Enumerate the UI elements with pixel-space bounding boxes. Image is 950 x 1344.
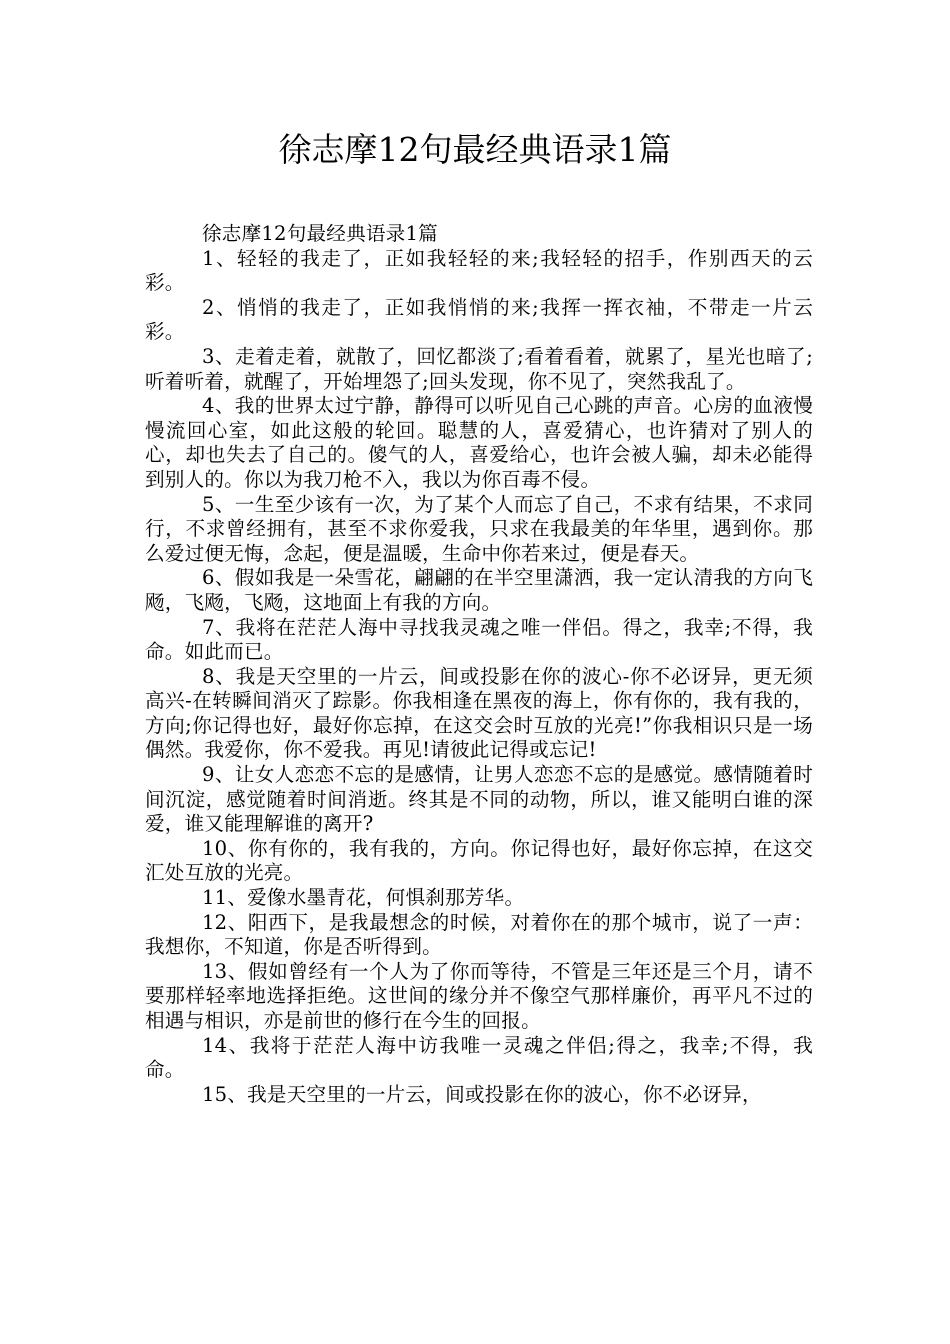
quote-4: 4、我的世界太过宁静，静得可以听见自己心跳的声音。心房的血液慢慢流回心室，如此这般的轮回。聪慧的人，喜爱猜心，也许猜对了别人的心，却也失去了自己的。傻气的人，喜爱给心，也许会被人骗，却未必能得到别人的。你以为我刀枪不入，我以为你百毒不侵。 <box>145 394 813 491</box>
quote-7: 7、我将在茫茫人海中寻找我灵魂之唯一伴侣。得之，我幸;不得，我命。如此而已。 <box>145 615 813 664</box>
quote-9: 9、让女人恋恋不忘的是感情，让男人恋恋不忘的是感觉。感情随着时间沉淀，感觉随着时间消逝。终其是不同的动物，所以，谁又能明白谁的深爱，谁又能理解谁的离开? <box>145 763 813 836</box>
quote-11: 11、爱像水墨青花，何惧刹那芳华。 <box>202 886 525 910</box>
quote-6: 6、假如我是一朵雪花，翩翩的在半空里潇洒，我一定认清我的方向飞飏，飞飏，飞飏，这地面上有我的方向。 <box>145 566 813 614</box>
quote-15: 15、我是天空里的一片云，间或投影在你的波心，你不必讶异， <box>202 1082 762 1106</box>
document-body <box>145 222 813 1107</box>
quote-5: 5、一生至少该有一次，为了某个人而忘了自己，不求有结果，不求同行，不求曾经拥有，甚至不求你爱我，只求在我最美的年华里，遇到你。那么爱过便无悔，念起，便是温暖，生命中你若来过，便是春天。 <box>145 492 813 565</box>
quote-2: 2、悄悄的我走了，正如我悄悄的来;我挥一挥衣袖，不带走一片云彩。 <box>145 295 813 344</box>
quote-10: 10、你有你的，我有我的，方向。你记得也好，最好你忘掉，在这交汇处互放的光亮。 <box>145 836 813 885</box>
paragraph-subtitle: 徐志摩12句最经典语录1篇 <box>202 222 438 245</box>
document-title: 徐志摩12句最经典语录1篇 <box>278 130 672 169</box>
quote-12: 12、阳西下，是我最想念的时候，对着你在的那个城市，说了一声：我想你，不知道，你是否听得到。 <box>145 910 813 959</box>
quote-13: 13、假如曾经有一个人为了你而等待，不管是三年还是三个月，请不要那样轻率地选择拒绝。这世间的缘分并不像空气那样廉价，再平凡不过的相遇与相识，亦是前世的修行在今生的回报。 <box>145 959 813 1032</box>
quote-1: 1、轻轻的我走了，正如我轻轻的来;我轻轻的招手，作别西天的云彩。 <box>145 246 813 295</box>
quote-8: 8、我是天空里的一片云，间或投影在你的波心-你不必讶异，更无须高兴-在转瞬间消灭了踪影。你我相逢在黑夜的海上，你有你的，我有我的，方向;你记得也好，最好你忘掉，在这交会时互放的光亮!”你我相识只是一场偶然。我爱你，你不爱我。再见!请彼此记得或忘记! <box>145 664 813 762</box>
quote-3: 3、走着走着，就散了，回忆都淡了;看着看着，就累了，星光也暗了;听着听着，就醒了，开始埋怨了;回头发现，你不见了，突然我乱了。 <box>145 344 813 393</box>
quote-14: 14、我将于茫茫人海中访我唯一灵魂之伴侣;得之，我幸;不得，我命。 <box>145 1033 813 1082</box>
